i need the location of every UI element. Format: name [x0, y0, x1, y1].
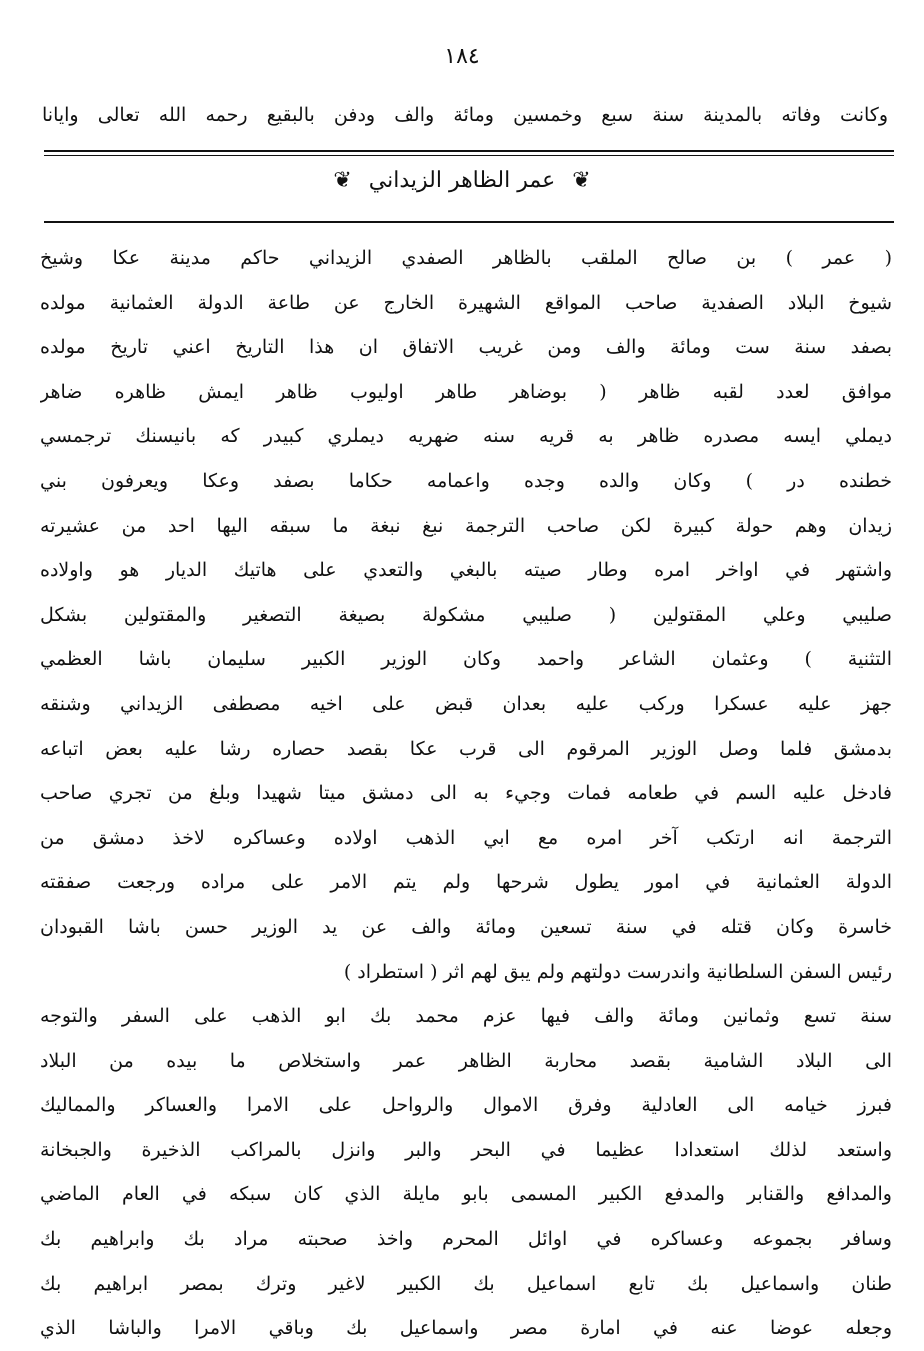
body-text [40, 236, 892, 1351]
text-line: التثنية ) وعثمان الشاعر واحمد وكان الوزير الكبير سليمان باشا العظمي [40, 648, 892, 671]
text-line: فادخل عليه السم في طعامه فمات وجيء به الى دمشق ميتا شهيدا وبلغ من تجري صاحب [40, 782, 892, 805]
ornament-right-icon: ❦ [572, 168, 591, 193]
divider-rule-thin [44, 155, 894, 156]
text-line: رئيس السفن السلطانية واندرست دولتهم ولم يبق لهم اثر ( استطراد ) [343, 960, 892, 983]
text-line: بصفد سنة ست ومائة والف ومن غريب الاتفاق ان هذا التاريخ اعني تاريخ مولده [40, 336, 892, 359]
ornament-left-icon: ❦ [333, 168, 352, 193]
text-line: طنان واسماعيل بك تابع اسماعيل بك الكبير لاغير وترك بمصر ابراهيم بك [40, 1272, 892, 1295]
text-line: شيوخ البلاد الصفدية صاحب المواقع الشهيرة الخارج عن طاعة الدولة العثمانية مولده [40, 291, 892, 314]
section-heading [0, 168, 924, 193]
text-line: صليبي وعلي المقتولين ( صليبي مشكولة بصيغة التصغير والمقتولين بشكل [40, 603, 892, 626]
text-line: وجعله عوضا عنه في امارة مصر واسماعيل بك وباقي الامرا والباشا الذي [40, 1317, 892, 1340]
text-line: وسافر بجموعه وعساكره في اوائل المحرم واخذ صحبته مراد بك وابراهيم بك [40, 1228, 892, 1251]
text-line: ديملي ايسه مصدره ظاهر به قريه سنه ضهريه ديملري كبيدر كه بانيسنك ترجمسي [40, 425, 892, 448]
closing-line: وكانت وفاته بالمدينة سنة سبع وخمسين ومائة والف ودفن بالبقيع رحمه الله تعالى وايانا [42, 104, 888, 126]
page-number: ١٨٤ [444, 44, 480, 69]
text-line: بدمشق فلما وصل الوزير المرقوم الى قرب عكا بقصد حصاره رشا عليه بعض اتباعه [40, 737, 892, 760]
text-line: الدولة العثمانية في امور يطول شرحها ولم يتم الامر على مراده ورجعت صفقته [40, 871, 892, 894]
text-line: سنة تسع وثمانين ومائة والف فيها عزم محمد بك ابو الذهب على السفر والتوجه [40, 1005, 892, 1028]
text-line: ( عمر ) بن صالح الملقب بالظاهر الصفدي الزيداني حاكم مدينة عكا وشيخ [40, 247, 892, 269]
divider-rule [44, 150, 894, 152]
text-line: الترجمة انه ارتكب آخر امره مع ابي الذهب اولاده وعساكره لاخذ دمشق من [40, 826, 892, 849]
text-line: واشتهر في اواخر امره وطار صيته بالبغي والتعدي على هاتيك الديار هو واولاده [40, 559, 892, 582]
text-line: واستعد لذلك استعدادا عظيما في البحر والبر وانزل بالمراكب الذخيرة والجبخانة [40, 1138, 892, 1161]
section-title: عمر الظاهر الزيداني [368, 168, 556, 193]
text-line: خطنده در ) وكان والده وجده واعمامه حكاما بصفد وعكا ويعرفون بني [40, 469, 892, 492]
text-line: والمدافع والقنابر والمدفع الكبير المسمى بابو مايلة الذي كان سبكه في العام الماضي [40, 1183, 892, 1206]
text-line: خاسرة وكان قتله في سنة تسعين ومائة والف عن يد الوزير حسن باشا القبودان [40, 915, 892, 938]
text-line: جهز عليه عسكرا وركب عليه بعدان قبض على اخيه مصطفى الزيداني وشنقه [40, 692, 892, 715]
text-line: الى البلاد الشامية بقصد محاربة الظاهر عمر واستخلاص ما بيده من البلاد [40, 1049, 892, 1072]
heading-underline [44, 221, 894, 223]
text-line: موافق لعدد لقبه ظاهر ( بوضاهر طاهر اوليوب ظاهر ايمش ظاهره ضاهر [40, 380, 892, 403]
text-line: فبرز خيامه الى العادلية وفرق الاموال والرواحل على الامرا والعساكر والمماليك [40, 1094, 892, 1117]
text-line: زيدان وهم حولة كبيرة لكن صاحب الترجمة نبغ نبغة ما سبقه اليها احد من عشيرته [40, 514, 892, 537]
